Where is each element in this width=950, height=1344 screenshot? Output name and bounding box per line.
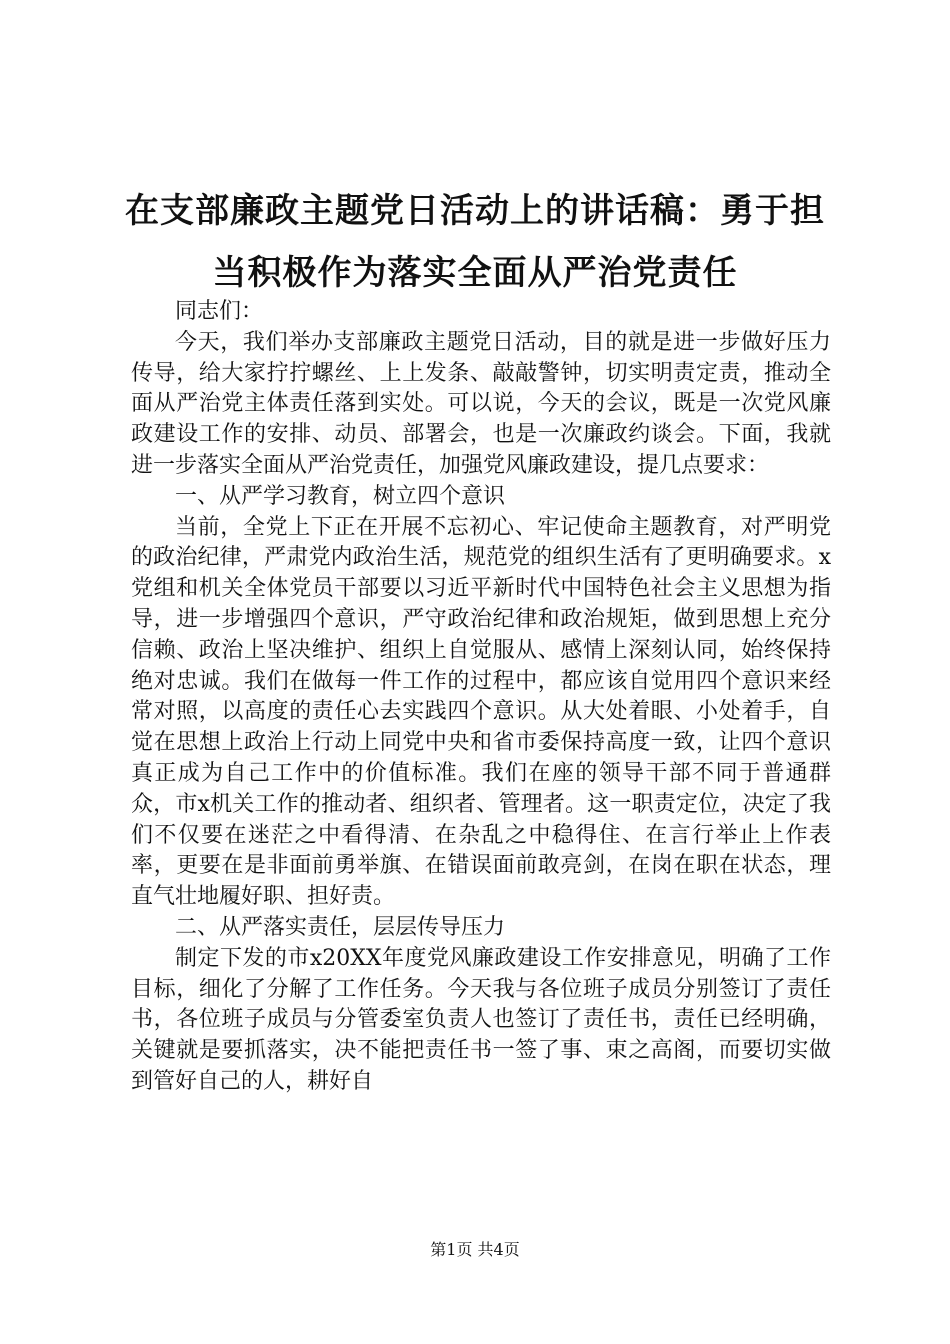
title-line-2: 当积极作为落实全面从严治党责任: [212, 253, 738, 293]
section-heading-1: 一、从严学习教育，树立四个意识: [175, 483, 506, 509]
document-body: [131, 297, 831, 1098]
intro-paragraph: 今天，我们举办支部廉政主题党日活动，目的就是进一步做好压力传导，给大家拧拧螺丝、上上发条、敲敲警钟，切实明责定责，推动全面从严治党主体责任落到实处。可以说，今天的会议，既是一次党风廉政建设工作的安排、动员、部署会，也是一次廉政约谈会。下面，我就进一步落实全面从严治党责任，加强党风廉政建设，提几点要求：: [131, 329, 831, 478]
salutation-paragraph: 同志们：: [175, 299, 264, 324]
document-title: [110, 180, 840, 304]
section-1-paragraph: 当前，全党上下正在开展不忘初心、牢记使命主题教育，对严明党的政治纪律，严肃党内政治生活，规范党的组织生活有了更明确要求。x党组和机关全体党员干部要以习近平新时代中国特色社会主义思想为指导，进一步增强四个意识，严守政治纪律和政治规矩，做到思想上充分信赖、政治上坚决维护、组织上自觉服从、感情上深刻认同，始终保持绝对忠诚。我们在做每一件工作的过程中，都应该自觉用四个意识来经常对照，以高度的责任心去实践四个意识。从大处着眼、小处着手，自觉在思想上政治上行动上同党中央和省市委保持高度一致，让四个意识真正成为自己工作中的价值标准。我们在座的领导干部不同于普通群众，市x机关工作的推动者、组织者、管理者。这一职责定位，决定了我们不仅要在迷茫之中看得清、在杂乱之中稳得住、在言行举止上作表率，更要在是非面前勇举旗、在错误面前敢亮剑，在岗在职在状态，理直气壮地履好职、担好责。: [131, 514, 831, 910]
title-line-1: 在支部廉政主题党日活动上的讲话稿：勇于担: [125, 191, 825, 231]
section-2-paragraph: 制定下发的市x20XX年度党风廉政建设工作安排意见，明确了工作目标，细化了分解了工作任务。今天我与各位班子成员分别签订了责任书，各位班子成员与分管委室负责人也签订了责任书，责任已经明确，关键就是要抓落实，决不能把责任书一签了事、束之高阁，而要切实做到管好自己的人，耕好自: [131, 945, 831, 1094]
section-heading-2: 二、从严落实责任，层层传导压力: [175, 914, 506, 940]
page-number-footer: 第1页 共4页: [430, 1240, 520, 1259]
